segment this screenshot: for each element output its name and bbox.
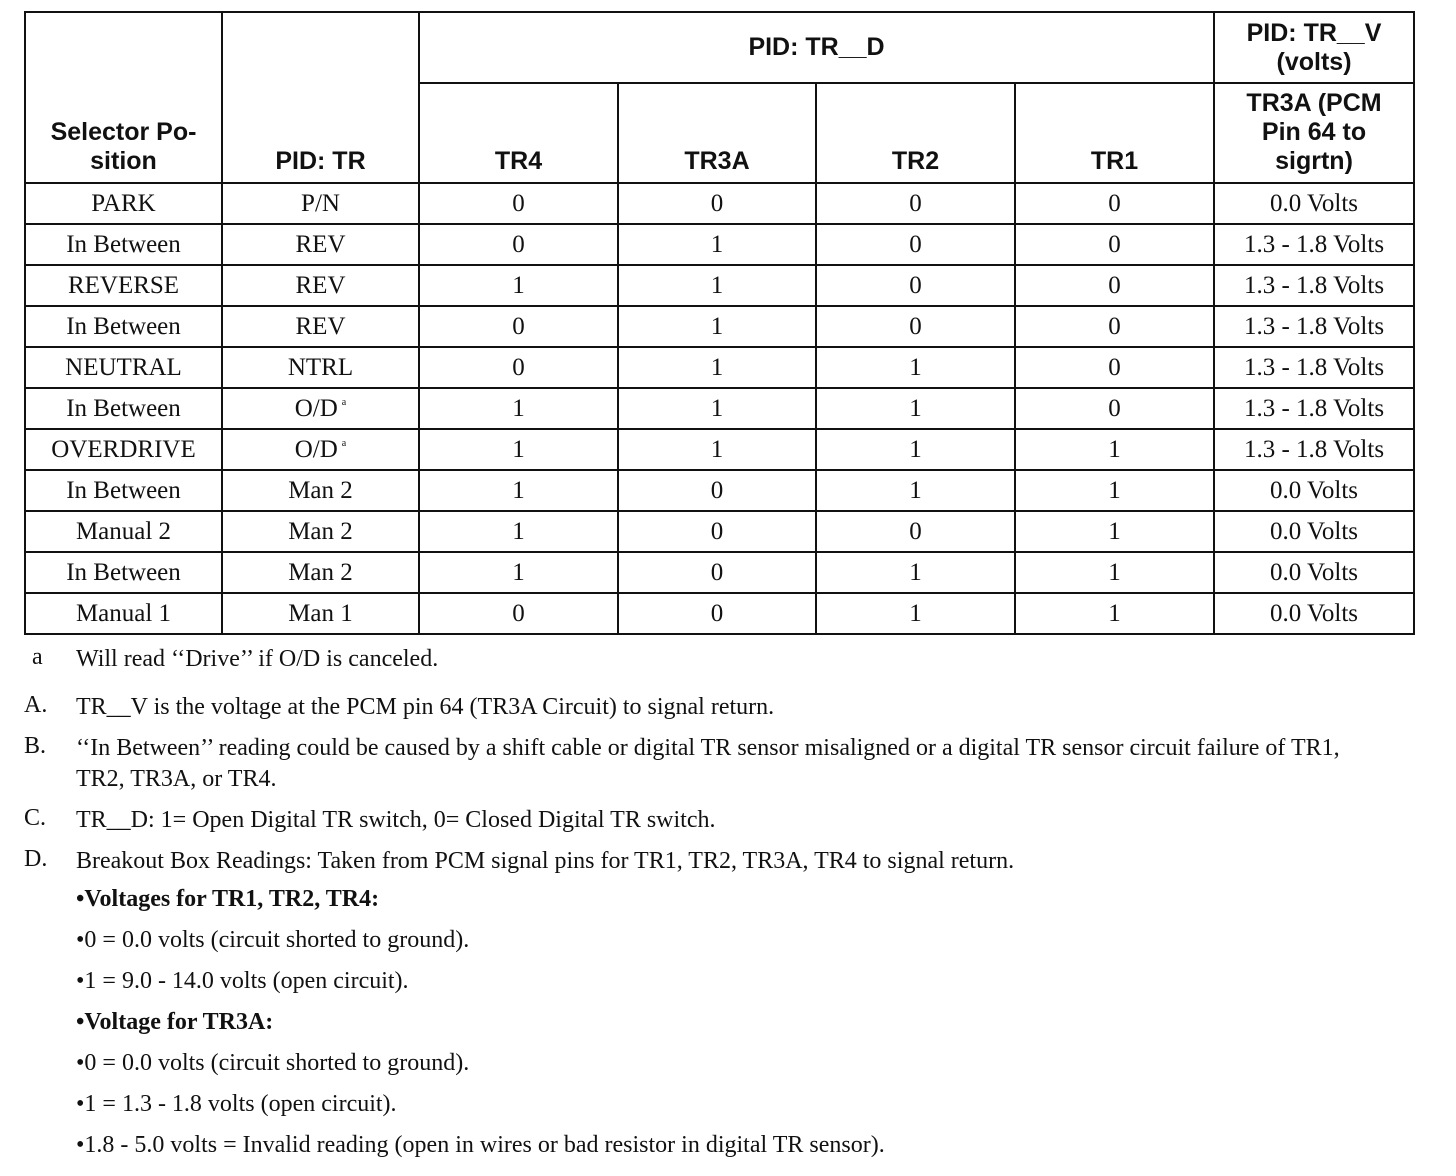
cell-selector-position bbox=[25, 183, 222, 224]
cell-tr3a bbox=[618, 470, 816, 511]
cell-volts-text: 1.3 - 1.8 Volts bbox=[1243, 436, 1385, 463]
cell-volts-text: 0.0 Volts bbox=[1270, 477, 1359, 504]
cell-tr4 bbox=[419, 388, 618, 429]
cell-tr4-text: 0 bbox=[512, 313, 525, 340]
cell-selector-position-text: Manual 2 bbox=[75, 518, 172, 545]
cell-pid-tr bbox=[222, 429, 419, 470]
cell-tr3a-text: 1 bbox=[710, 436, 724, 463]
table-row bbox=[25, 593, 1414, 634]
cell-tr1-text: 0 bbox=[1108, 190, 1121, 217]
table-row bbox=[25, 347, 1414, 388]
cell-tr4-text: 1 bbox=[512, 272, 525, 299]
cell-tr4 bbox=[419, 511, 618, 552]
cell-volts bbox=[1214, 224, 1414, 265]
cell-tr2-text: 1 bbox=[909, 436, 922, 463]
note-text: TR__V is the voltage at the PCM pin 64 (TR3A Circuit) to signal return. bbox=[76, 694, 775, 720]
cell-pid-tr-text: NTRL bbox=[287, 354, 354, 381]
cell-tr2-text: 0 bbox=[909, 518, 922, 545]
cell-pid-tr bbox=[222, 470, 419, 511]
cell-selector-position bbox=[25, 265, 222, 306]
cell-tr2 bbox=[816, 593, 1015, 634]
header-selector-position: Selector Po- sition bbox=[25, 12, 222, 183]
header-tr4: TR4 bbox=[419, 83, 618, 183]
header-pid-tr-v: PID: TR__V (volts) bbox=[1214, 12, 1414, 83]
cell-tr3a bbox=[618, 306, 816, 347]
cell-tr2 bbox=[816, 470, 1015, 511]
cell-tr3a bbox=[618, 183, 816, 224]
cell-tr1-text: 1 bbox=[1108, 600, 1121, 627]
cell-volts bbox=[1214, 593, 1414, 634]
cell-pid-tr bbox=[222, 265, 419, 306]
cell-volts bbox=[1214, 511, 1414, 552]
cell-tr4-text: 0 bbox=[512, 600, 525, 627]
header-pid-tr-d: PID: TR__D bbox=[419, 12, 1214, 83]
cell-tr4 bbox=[419, 306, 618, 347]
cell-volts-text: 0.0 Volts bbox=[1270, 559, 1359, 586]
tr-sensor-table bbox=[24, 11, 1415, 635]
cell-pid-tr bbox=[222, 511, 419, 552]
cell-volts bbox=[1214, 552, 1414, 593]
cell-tr4-text: 1 bbox=[512, 559, 525, 586]
cell-tr4-text: 1 bbox=[512, 395, 525, 422]
note-text: Breakout Box Readings: Taken from PCM signal pins for TR1, TR2, TR3A, TR4 to signal return. bbox=[76, 848, 1015, 874]
cell-tr3a-text: 0 bbox=[710, 600, 724, 627]
cell-selector-position-text: In Between bbox=[66, 313, 181, 340]
cell-tr3a bbox=[618, 265, 816, 306]
cell-tr3a-text: 0 bbox=[710, 518, 724, 545]
cell-tr3a bbox=[618, 593, 816, 634]
cell-tr1 bbox=[1015, 511, 1214, 552]
cell-volts-text: 0.0 Volts bbox=[1270, 518, 1359, 545]
cell-selector-position bbox=[25, 347, 222, 388]
cell-pid-tr bbox=[222, 593, 419, 634]
cell-tr3a-text: 1 bbox=[710, 231, 724, 258]
cell-volts bbox=[1214, 429, 1414, 470]
cell-tr2 bbox=[816, 224, 1015, 265]
cell-pid-tr bbox=[222, 224, 419, 265]
cell-tr3a bbox=[618, 388, 816, 429]
cell-volts-text: 1.3 - 1.8 Volts bbox=[1243, 395, 1385, 422]
cell-tr1-text: 0 bbox=[1108, 231, 1121, 258]
note-letter: D. bbox=[24, 846, 48, 872]
cell-tr1 bbox=[1015, 224, 1214, 265]
cell-tr2-text: 0 bbox=[909, 190, 922, 217]
cell-volts bbox=[1214, 265, 1414, 306]
cell-selector-position bbox=[25, 470, 222, 511]
table-row bbox=[25, 183, 1414, 224]
header-pid-tr: PID: TR bbox=[222, 12, 419, 183]
cell-pid-tr-text: Man 1 bbox=[288, 600, 353, 627]
cell-selector-position bbox=[25, 511, 222, 552]
cell-selector-position bbox=[25, 593, 222, 634]
footnote-letter: a bbox=[32, 644, 43, 670]
cell-tr1 bbox=[1015, 183, 1214, 224]
cell-tr2 bbox=[816, 347, 1015, 388]
cell-tr4 bbox=[419, 429, 618, 470]
table-row bbox=[25, 224, 1414, 265]
cell-volts bbox=[1214, 470, 1414, 511]
cell-pid-tr bbox=[222, 183, 419, 224]
cell-pid-tr bbox=[222, 388, 419, 429]
cell-tr1-text: 0 bbox=[1108, 313, 1121, 340]
table-row bbox=[25, 429, 1414, 470]
cell-tr1 bbox=[1015, 388, 1214, 429]
cell-pid-tr-text: O/D bbox=[294, 436, 338, 463]
cell-selector-position-text: REVERSE bbox=[67, 272, 180, 299]
cell-tr4 bbox=[419, 593, 618, 634]
cell-tr1 bbox=[1015, 306, 1214, 347]
cell-volts bbox=[1214, 306, 1414, 347]
cell-selector-position bbox=[25, 388, 222, 429]
cell-volts-text: 1.3 - 1.8 Volts bbox=[1243, 354, 1385, 381]
footnote-marker: a bbox=[341, 438, 347, 449]
cell-tr3a bbox=[618, 511, 816, 552]
cell-tr2 bbox=[816, 552, 1015, 593]
cell-selector-position-text: Manual 1 bbox=[75, 600, 172, 627]
cell-selector-position-text: In Between bbox=[66, 231, 181, 258]
cell-volts-text: 0.0 Volts bbox=[1270, 190, 1359, 217]
cell-tr3a-text: 1 bbox=[710, 313, 724, 340]
cell-tr2-text: 1 bbox=[909, 600, 922, 627]
cell-tr2-text: 1 bbox=[909, 559, 922, 586]
cell-tr1 bbox=[1015, 593, 1214, 634]
tr3a-heading: •Voltage for TR3A: bbox=[76, 1009, 274, 1035]
cell-tr3a-text: 0 bbox=[710, 559, 724, 586]
note-letter: C. bbox=[24, 805, 47, 831]
cell-pid-tr-text: P/N bbox=[301, 190, 340, 217]
table-row bbox=[25, 306, 1414, 347]
tr3a-zero: •0 = 0.0 volts (circuit shorted to ground). bbox=[76, 1050, 470, 1076]
cell-tr2-text: 1 bbox=[909, 395, 922, 422]
table-body bbox=[25, 183, 1414, 634]
cell-selector-position-text: OVERDRIVE bbox=[51, 436, 196, 463]
cell-tr1 bbox=[1015, 429, 1214, 470]
cell-tr1-text: 1 bbox=[1108, 436, 1121, 463]
cell-pid-tr-text: Man 2 bbox=[288, 477, 353, 504]
cell-tr4-text: 1 bbox=[512, 477, 525, 504]
cell-tr4-text: 1 bbox=[512, 518, 525, 545]
cell-pid-tr-text: REV bbox=[295, 231, 346, 258]
cell-volts bbox=[1214, 388, 1414, 429]
cell-tr4 bbox=[419, 265, 618, 306]
cell-tr2 bbox=[816, 429, 1015, 470]
cell-selector-position bbox=[25, 429, 222, 470]
cell-tr4 bbox=[419, 224, 618, 265]
footnote-text: Will read ‘‘Drive’’ if O/D is canceled. bbox=[76, 646, 439, 672]
cell-selector-position-text: In Between bbox=[66, 559, 181, 586]
cell-tr1-text: 1 bbox=[1108, 477, 1121, 504]
cell-tr2-text: 0 bbox=[909, 313, 922, 340]
cell-tr2-text: 0 bbox=[909, 231, 922, 258]
tr124-zero: •0 = 0.0 volts (circuit shorted to ground). bbox=[76, 927, 470, 953]
cell-pid-tr-text: Man 2 bbox=[288, 559, 353, 586]
cell-pid-tr bbox=[222, 306, 419, 347]
cell-tr2-text: 1 bbox=[909, 354, 922, 381]
cell-tr4 bbox=[419, 552, 618, 593]
table-row bbox=[25, 511, 1414, 552]
cell-selector-position bbox=[25, 552, 222, 593]
cell-tr1 bbox=[1015, 347, 1214, 388]
cell-pid-tr bbox=[222, 552, 419, 593]
cell-tr4 bbox=[419, 347, 618, 388]
note-text: ‘‘In Between’’ reading could be caused by a shift cable or digital TR sensor misaligned or a digital TR sensor circuit failure of TR1, TR2, TR3A, or TR4. bbox=[76, 735, 1340, 792]
cell-volts-text: 0.0 Volts bbox=[1270, 600, 1359, 627]
cell-tr1 bbox=[1015, 265, 1214, 306]
tr3a-one: •1 = 1.3 - 1.8 volts (open circuit). bbox=[76, 1091, 397, 1117]
cell-pid-tr-text: Man 2 bbox=[288, 518, 353, 545]
cell-selector-position-text: PARK bbox=[91, 190, 156, 217]
cell-tr3a bbox=[618, 224, 816, 265]
cell-tr4-text: 0 bbox=[512, 354, 525, 381]
cell-tr4-text: 0 bbox=[512, 231, 525, 258]
cell-pid-tr-text: REV bbox=[295, 313, 346, 340]
cell-tr3a bbox=[618, 347, 816, 388]
cell-tr2 bbox=[816, 511, 1015, 552]
tr3a-invalid: •1.8 - 5.0 volts = Invalid reading (open in wires or bad resistor in digital TR sensor). bbox=[76, 1132, 885, 1158]
cell-selector-position-text: In Between bbox=[66, 395, 181, 422]
cell-tr2 bbox=[816, 183, 1015, 224]
cell-volts-text: 1.3 - 1.8 Volts bbox=[1243, 313, 1385, 340]
cell-tr3a-text: 1 bbox=[710, 272, 724, 299]
cell-tr1-text: 1 bbox=[1108, 559, 1121, 586]
cell-tr2 bbox=[816, 306, 1015, 347]
cell-volts bbox=[1214, 183, 1414, 224]
cell-tr2-text: 1 bbox=[909, 477, 922, 504]
table-header bbox=[25, 12, 1414, 183]
cell-pid-tr-text: REV bbox=[295, 272, 346, 299]
cell-tr2 bbox=[816, 265, 1015, 306]
cell-tr3a-text: 1 bbox=[710, 354, 724, 381]
cell-tr1-text: 0 bbox=[1108, 395, 1121, 422]
cell-tr1 bbox=[1015, 552, 1214, 593]
cell-tr4-text: 0 bbox=[512, 190, 525, 217]
tr124-one: •1 = 9.0 - 14.0 volts (open circuit). bbox=[76, 968, 409, 994]
cell-tr3a-text: 0 bbox=[710, 190, 724, 217]
header-tr2: TR2 bbox=[816, 83, 1015, 183]
note-text: TR__D: 1= Open Digital TR switch, 0= Closed Digital TR switch. bbox=[76, 807, 716, 833]
cell-tr4 bbox=[419, 183, 618, 224]
header-tr3a: TR3A bbox=[618, 83, 816, 183]
cell-tr1-text: 1 bbox=[1108, 518, 1121, 545]
cell-pid-tr bbox=[222, 347, 419, 388]
cell-selector-position bbox=[25, 224, 222, 265]
cell-tr2 bbox=[816, 388, 1015, 429]
cell-tr3a bbox=[618, 429, 816, 470]
table-row bbox=[25, 388, 1414, 429]
tr124-heading: •Voltages for TR1, TR2, TR4: bbox=[76, 886, 380, 912]
table-row bbox=[25, 470, 1414, 511]
cell-volts-text: 1.3 - 1.8 Volts bbox=[1243, 272, 1385, 299]
table-row bbox=[25, 552, 1414, 593]
footnote-marker: a bbox=[341, 397, 347, 408]
cell-tr4 bbox=[419, 470, 618, 511]
cell-volts bbox=[1214, 347, 1414, 388]
cell-tr3a-text: 0 bbox=[710, 477, 724, 504]
cell-pid-tr-text: O/D bbox=[294, 395, 338, 422]
cell-selector-position bbox=[25, 306, 222, 347]
cell-tr1 bbox=[1015, 470, 1214, 511]
note-letter: B. bbox=[24, 733, 47, 759]
cell-volts-text: 1.3 - 1.8 Volts bbox=[1243, 231, 1385, 258]
note-letter: A. bbox=[24, 692, 48, 718]
cell-tr1-text: 0 bbox=[1108, 272, 1121, 299]
header-tr1: TR1 bbox=[1015, 83, 1214, 183]
cell-selector-position-text: In Between bbox=[66, 477, 181, 504]
cell-selector-position-text: NEUTRAL bbox=[65, 354, 182, 381]
cell-tr2-text: 0 bbox=[909, 272, 922, 299]
table-row bbox=[25, 265, 1414, 306]
cell-tr1-text: 0 bbox=[1108, 354, 1121, 381]
header-tr3a-pcm: TR3A (PCM Pin 64 to sigrtn) bbox=[1214, 83, 1414, 183]
cell-tr4-text: 1 bbox=[512, 436, 525, 463]
cell-tr3a-text: 1 bbox=[710, 395, 724, 422]
cell-tr3a bbox=[618, 552, 816, 593]
